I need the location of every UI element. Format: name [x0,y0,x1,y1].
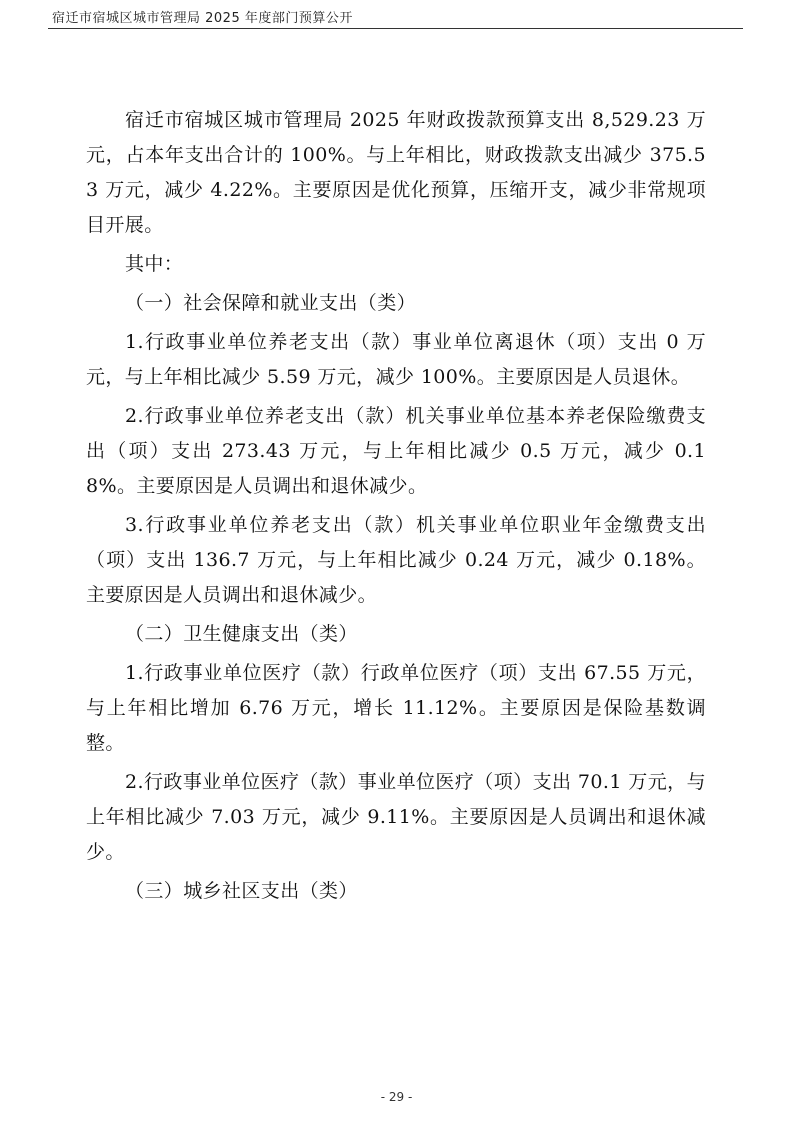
section-heading-health: （二）卫生健康支出（类） [125,623,358,645]
section-heading-social-security: （一）社会保障和就业支出（类） [125,292,417,314]
page-number: - 29 - [380,1090,413,1104]
paragraph-basic-pension: 2.行政事业单位养老支出（款）机关事业单位基本养老保险缴费支出（项）支出 273.43 万元，与上年相比减少 0.5 万元，减少 0.18%。主要原因是人员调出和退休减少。 [86,405,706,497]
paragraph-budget-summary: 宿迁市宿城区城市管理局 2025 年财政拨款预算支出 8,529.23 万元，占本年支出合计的 100%。与上年相比，财政拨款支出减少 375.53 万元，减少 4.22%。主要原因是优化预算，压缩开支，减少非常规项目开展。 [86,109,706,236]
paragraph-retirement: 1.行政事业单位养老支出（款）事业单位离退休（项）支出 0 万元，与上年相比减少 5.59 万元，减少 100%。主要原因是人员退休。 [86,331,706,388]
header-divider [48,28,743,29]
paragraph-among: 其中： [125,253,184,275]
section-heading-urban-rural: （三）城乡社区支出（类） [125,880,358,902]
paragraph-institution-medical: 2.行政事业单位医疗（款）事业单位医疗（项）支出 70.1 万元，与上年相比减少 7.03 万元，减少 9.11%。主要原因是人员调出和退休减少。 [86,771,706,863]
document-body [86,103,706,913]
paragraph-admin-medical: 1.行政事业单位医疗（款）行政单位医疗（项）支出 67.55 万元，与上年相比增加 6.76 万元，增长 11.12%。主要原因是保险基数调整。 [86,662,706,754]
paragraph-occupational-annuity: 3.行政事业单位养老支出（款）机关事业单位职业年金缴费支出（项）支出 136.7 万元，与上年相比减少 0.24 万元，减少 0.18%。主要原因是人员调出和退休减少。 [86,514,706,606]
running-header: 宿迁市宿城区城市管理局 2025 年度部门预算公开 [52,11,353,26]
